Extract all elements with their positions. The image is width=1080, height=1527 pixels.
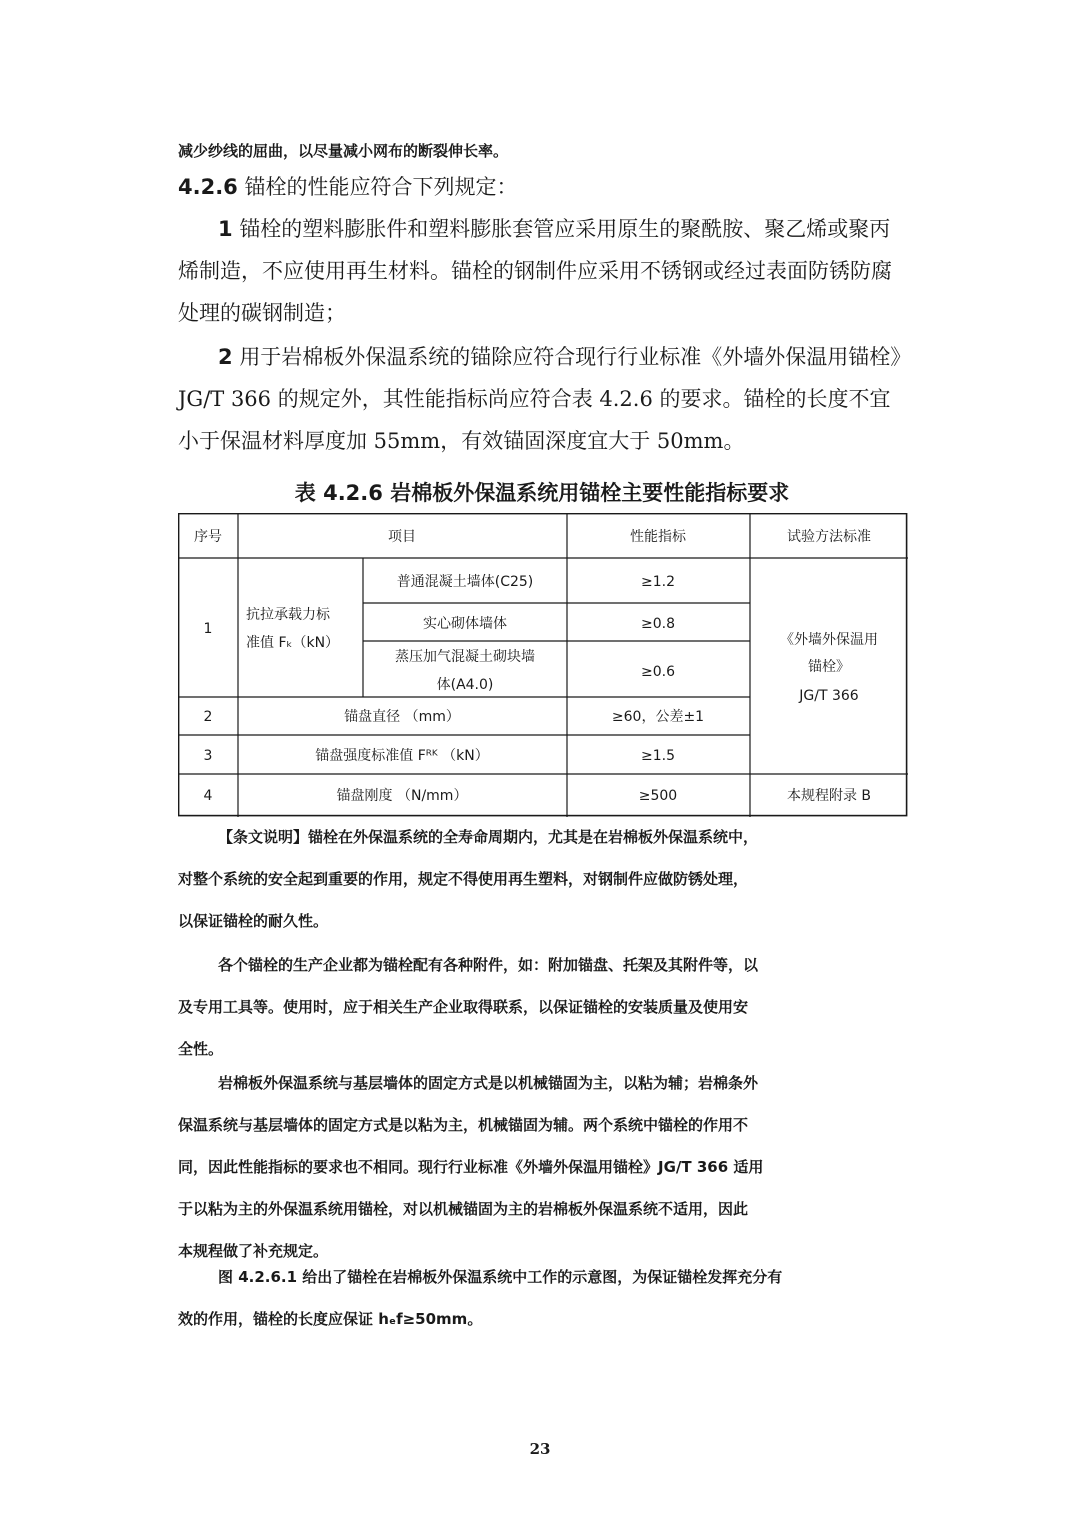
row-no: 3 bbox=[203, 748, 213, 764]
sub-item: 蒸压加气混凝土砌块墙 bbox=[395, 649, 535, 665]
row-value: ≥60，公差±1 bbox=[611, 709, 705, 725]
note-line: 效的作用，锚栓的长度应保证 hₑf≥50mm。 bbox=[178, 1310, 483, 1328]
row-no: 1 bbox=[203, 621, 213, 637]
sub-item: 体(A4.0) bbox=[436, 677, 494, 693]
row-value: ≥1.5 bbox=[641, 748, 675, 764]
row-method: 本规程附录 B bbox=[786, 788, 872, 804]
clause-line: 处理的碳钢制造； bbox=[178, 301, 346, 325]
header-value: 性能指标 bbox=[630, 529, 686, 545]
row-item: 锚盘直径 （mm） bbox=[344, 709, 460, 725]
explanation-note-4 bbox=[178, 1256, 906, 1340]
clause-line: 烯制造，不应使用再生材料。锚栓的钢制件应采用不锈钢或经过表面防锈防腐 bbox=[178, 259, 892, 283]
performance-table bbox=[178, 513, 908, 817]
sub-item: 实心砌体墙体 bbox=[423, 616, 507, 632]
note-line: 全性。 bbox=[178, 1040, 224, 1058]
clause-item-2 bbox=[178, 336, 912, 462]
header-no: 序号 bbox=[194, 529, 222, 545]
clause-line: 2 用于岩棉板外保温系统的锚除应符合现行行业标准《外墙外保温用锚栓》 bbox=[218, 345, 912, 369]
clause-line: JG/T 366 的规定外，其性能指标尚应符合表 4.2.6 的要求。锚栓的长度不宜 bbox=[178, 387, 891, 411]
section-title: 锚栓的性能应符合下列规定： bbox=[244, 175, 518, 199]
note-line: 本规程做了补充规定。 bbox=[178, 1242, 329, 1260]
sub-value: ≥0.8 bbox=[641, 616, 675, 632]
method-line: JG/T 366 bbox=[799, 688, 859, 704]
note-line: 岩棉板外保温系统与基层墙体的固定方式是以机械锚固为主，以粘为辅；岩棉条外 bbox=[218, 1074, 759, 1092]
header-item: 项目 bbox=[388, 529, 416, 545]
method-line: 锚栓》 bbox=[808, 659, 850, 675]
sub-value: ≥1.2 bbox=[641, 574, 675, 590]
note-line: 于以粘为主的外保温系统用锚栓，对以机械锚固为主的岩棉板外保温系统不适用，因此 bbox=[178, 1200, 749, 1218]
section-heading bbox=[178, 166, 906, 208]
page-number: 23 bbox=[529, 1440, 551, 1458]
sub-item: 普通混凝土墙体(C25) bbox=[396, 574, 534, 590]
note-line: 以保证锚栓的耐久性。 bbox=[178, 912, 329, 930]
table-caption: 表 4.2.6 岩棉板外保温系统用锚栓主要性能指标要求 bbox=[294, 481, 790, 505]
note-line: 各个锚栓的生产企业都为锚栓配有各种附件，如：附加锚盘、托架及其附件等，以 bbox=[218, 956, 759, 974]
explanation-note-3 bbox=[178, 1062, 906, 1272]
explanation-note-1 bbox=[178, 816, 906, 942]
clause-line: 1 锚栓的塑料膨胀件和塑料膨胀套管应采用原生的聚酰胺、聚乙烯或聚丙 bbox=[218, 217, 891, 241]
section-number: 4.2.6 bbox=[178, 175, 238, 199]
note-line: 及专用工具等。使用时，应于相关生产企业取得联系，以保证锚栓的安装质量及使用安 bbox=[178, 998, 749, 1016]
continued-paragraph: 减少纱线的屈曲，以尽量减小网布的断裂伸长率。 bbox=[178, 142, 509, 160]
row-item: 锚盘刚度 （N/mm） bbox=[336, 788, 468, 804]
clause-item-1 bbox=[178, 208, 906, 334]
method-line: 《外墙外保温用 bbox=[780, 632, 878, 648]
item-number: 2 bbox=[218, 345, 233, 369]
note-line: 对整个系统的安全起到重要的作用，规定不得使用再生塑料，对钢制件应做防锈处理， bbox=[178, 870, 749, 888]
header-method: 试验方法标准 bbox=[787, 529, 871, 545]
note-line: 同，因此性能指标的要求也不相同。现行行业标准《外墙外保温用锚栓》JG/T 366 适用 bbox=[178, 1158, 764, 1176]
note-line: 【条文说明】锚栓在外保温系统的全寿命周期内，尤其是在岩棉板外保温系统中， bbox=[218, 828, 759, 846]
note-line: 图 4.2.6.1 给出了锚栓在岩棉板外保温系统中工作的示意图，为保证锚栓发挥充分有 bbox=[218, 1268, 783, 1286]
sub-value: ≥0.6 bbox=[641, 664, 675, 680]
row-no: 4 bbox=[203, 788, 213, 804]
row1-item-line: 准值 Fₖ（kN） bbox=[246, 635, 340, 651]
row-value: ≥500 bbox=[638, 788, 678, 804]
row-no: 2 bbox=[203, 709, 213, 725]
table-grid bbox=[178, 513, 908, 817]
note-line: 保温系统与基层墙体的固定方式是以粘为主，机械锚固为辅。两个系统中锚栓的作用不 bbox=[178, 1116, 749, 1134]
row-item: 锚盘强度标准值 Fᴿᴷ （kN） bbox=[315, 748, 489, 764]
row1-item-line: 抗拉承载力标 bbox=[246, 607, 330, 623]
clause-line: 小于保温材料厚度加 55mm，有效锚固深度宜大于 50mm。 bbox=[178, 429, 745, 453]
explanation-note-2 bbox=[178, 944, 906, 1070]
item-number: 1 bbox=[218, 217, 233, 241]
